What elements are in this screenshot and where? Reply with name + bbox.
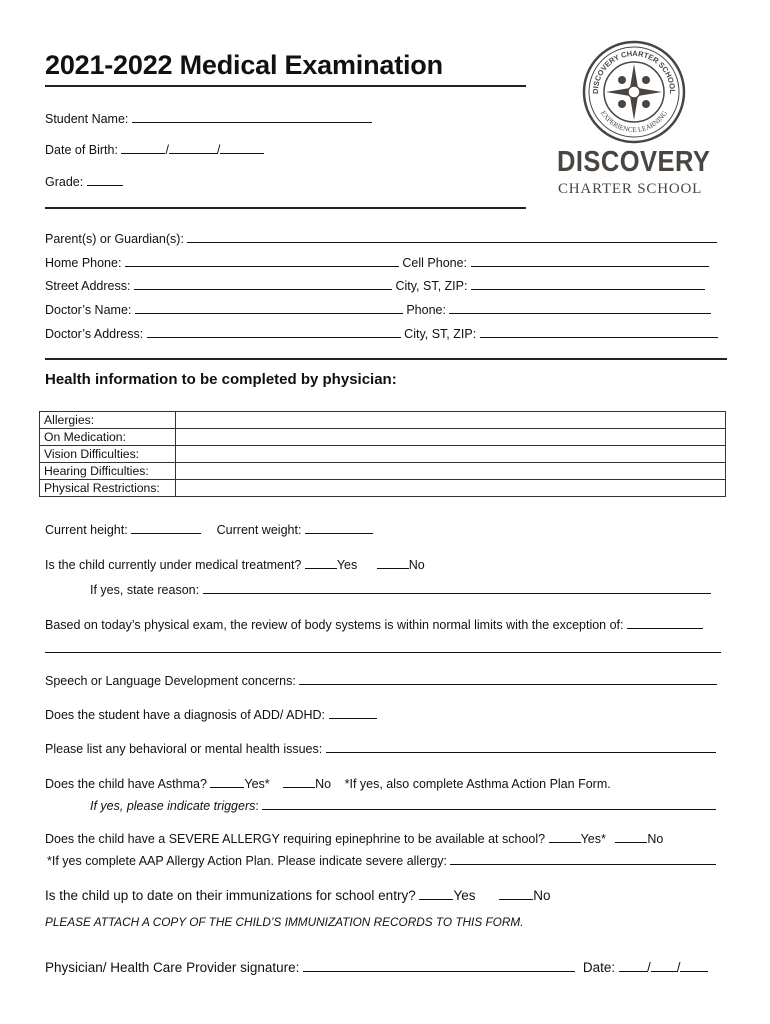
dob-label: Date of Birth: bbox=[45, 143, 118, 157]
triggers-field[interactable] bbox=[262, 797, 716, 810]
allergies-field[interactable] bbox=[176, 412, 726, 429]
exam-field-line2[interactable] bbox=[45, 652, 721, 653]
allergy-yes-label: Yes* bbox=[580, 832, 606, 846]
vision-field[interactable] bbox=[176, 446, 726, 463]
doctor-address-row bbox=[45, 325, 718, 341]
dob-year-field[interactable] bbox=[220, 141, 264, 154]
street-field[interactable] bbox=[134, 277, 392, 290]
adhd-label: Does the student have a diagnosis of ADD/ ADHD: bbox=[45, 708, 326, 722]
health-table bbox=[39, 411, 726, 497]
doctor-address-label: Doctor’s Address: bbox=[45, 327, 144, 341]
allergy-question: Does the child have a SEVERE ALLERGY requiring epinephrine to be available at school? bbox=[45, 832, 546, 846]
immunization-yes-label: Yes bbox=[453, 888, 476, 903]
signature-label: Physician/ Health Care Provider signature: bbox=[45, 960, 300, 975]
immunization-row bbox=[45, 887, 551, 903]
parents-field[interactable] bbox=[187, 230, 717, 243]
height-label: Current height: bbox=[45, 523, 128, 537]
table-row bbox=[40, 412, 726, 429]
street-row bbox=[45, 277, 705, 293]
treatment-row bbox=[45, 556, 425, 572]
date-separator: / bbox=[646, 960, 651, 975]
severe-allergy-field[interactable] bbox=[450, 852, 716, 865]
hearing-label: Hearing Difficulties: bbox=[40, 463, 176, 480]
sign-date-day-field[interactable] bbox=[651, 959, 677, 972]
allergy-row bbox=[45, 830, 663, 846]
treatment-question: Is the child currently under medical treatment? bbox=[45, 558, 302, 572]
allergy-yes-field[interactable] bbox=[549, 830, 581, 843]
adhd-row bbox=[45, 706, 377, 722]
immunization-question: Is the child up to date on their immunizations for school entry? bbox=[45, 888, 416, 903]
behavioral-label: Please list any behavioral or mental health issues: bbox=[45, 742, 323, 756]
grade-field[interactable] bbox=[87, 173, 123, 186]
doctor-city-label: City, ST, ZIP: bbox=[404, 327, 477, 341]
dob-separator: / bbox=[165, 143, 169, 157]
treatment-no-field[interactable] bbox=[377, 556, 409, 569]
doctor-city-field[interactable] bbox=[480, 325, 718, 338]
asthma-no-field[interactable] bbox=[283, 775, 315, 788]
vision-label: Vision Difficulties: bbox=[40, 446, 176, 463]
brand-subtitle: CHARTER SCHOOL bbox=[558, 181, 703, 197]
height-field[interactable] bbox=[131, 521, 201, 534]
sign-date-month-field[interactable] bbox=[619, 959, 647, 972]
adhd-field[interactable] bbox=[329, 706, 377, 719]
signature-row bbox=[45, 959, 708, 975]
treatment-yes-field[interactable] bbox=[305, 556, 337, 569]
school-seal-logo bbox=[582, 40, 686, 144]
allergies-label: Allergies: bbox=[40, 412, 176, 429]
state-reason-row bbox=[90, 581, 711, 597]
treatment-yes-label: Yes bbox=[336, 558, 358, 572]
asthma-no-label: No bbox=[315, 777, 332, 791]
doctor-phone-field[interactable] bbox=[449, 301, 711, 314]
title-divider bbox=[45, 85, 526, 87]
grade-row bbox=[45, 173, 123, 189]
asthma-yes-field[interactable] bbox=[210, 775, 244, 788]
home-phone-label: Home Phone: bbox=[45, 256, 122, 270]
allergy-note-row bbox=[47, 852, 716, 868]
doctor-name-label: Doctor’s Name: bbox=[45, 303, 132, 317]
state-reason-field[interactable] bbox=[203, 581, 711, 594]
exam-field[interactable] bbox=[627, 616, 703, 629]
doctor-name-field[interactable] bbox=[135, 301, 403, 314]
city-label: City, ST, ZIP: bbox=[395, 279, 468, 293]
allergy-no-field[interactable] bbox=[615, 830, 647, 843]
allergy-no-label: No bbox=[647, 832, 664, 846]
hearing-field[interactable] bbox=[176, 463, 726, 480]
dob-day-field[interactable] bbox=[169, 141, 217, 154]
doctor-address-field[interactable] bbox=[147, 325, 401, 338]
speech-field[interactable] bbox=[299, 672, 717, 685]
behavioral-field[interactable] bbox=[326, 740, 716, 753]
dob-row bbox=[45, 141, 264, 157]
asthma-yes-label: Yes* bbox=[244, 777, 270, 791]
speech-row bbox=[45, 672, 717, 688]
signature-field[interactable] bbox=[303, 959, 575, 972]
dob-separator: / bbox=[216, 143, 221, 157]
table-row bbox=[40, 446, 726, 463]
height-weight-row bbox=[45, 521, 373, 537]
doctor-name-row bbox=[45, 301, 711, 317]
student-name-field[interactable] bbox=[132, 110, 372, 123]
table-row bbox=[40, 463, 726, 480]
dob-month-field[interactable] bbox=[121, 141, 165, 154]
city-field[interactable] bbox=[471, 277, 705, 290]
state-reason-label: If yes, state reason: bbox=[90, 583, 200, 597]
asthma-note: *If yes, also complete Asthma Action Plan Form. bbox=[344, 777, 611, 791]
weight-field[interactable] bbox=[305, 521, 373, 534]
grade-label: Grade: bbox=[45, 175, 84, 189]
home-phone-row bbox=[45, 254, 709, 270]
weight-label: Current weight: bbox=[216, 523, 302, 537]
section-title: Health information to be completed by physician: bbox=[45, 371, 397, 388]
speech-label: Speech or Language Development concerns: bbox=[45, 674, 296, 688]
allergy-note: *If yes complete AAP Allergy Action Plan. Please indicate severe allergy: bbox=[47, 854, 447, 868]
asthma-question: Does the child have Asthma? bbox=[45, 777, 207, 791]
section-divider bbox=[45, 358, 727, 360]
table-row bbox=[40, 480, 726, 497]
table-row bbox=[40, 429, 726, 446]
medication-field[interactable] bbox=[176, 429, 726, 446]
home-phone-field[interactable] bbox=[125, 254, 399, 267]
restrictions-label: Physical Restrictions: bbox=[40, 480, 176, 497]
triggers-colon: : bbox=[255, 799, 259, 813]
cell-phone-label: Cell Phone: bbox=[402, 256, 468, 270]
exam-row bbox=[45, 616, 703, 632]
form-title: 2021-2022 Medical Examination bbox=[45, 50, 443, 80]
parents-label: Parent(s) or Guardian(s): bbox=[45, 232, 184, 246]
sign-date-year-field[interactable] bbox=[680, 959, 708, 972]
cell-phone-field[interactable] bbox=[471, 254, 709, 267]
immunization-no-field[interactable] bbox=[499, 887, 533, 900]
immunization-yes-field[interactable] bbox=[419, 887, 453, 900]
seal-ring-bottom-text: EXPERIENCE LEARNING bbox=[599, 109, 669, 135]
triggers-label: If yes, please indicate triggers bbox=[90, 799, 256, 813]
student-name-label: Student Name: bbox=[45, 112, 129, 126]
treatment-no-label: No bbox=[408, 558, 425, 572]
seal-ring-top-text: DISCOVERY CHARTER SCHOOL bbox=[590, 48, 678, 95]
medication-label: On Medication: bbox=[40, 429, 176, 446]
asthma-row bbox=[45, 775, 611, 791]
restrictions-field[interactable] bbox=[176, 480, 726, 497]
immunization-no-label: No bbox=[533, 888, 551, 903]
compass-seal-icon bbox=[582, 40, 686, 144]
brand-name: DISCOVERY bbox=[557, 146, 711, 178]
parents-row bbox=[45, 230, 717, 246]
doctor-phone-label: Phone: bbox=[406, 303, 446, 317]
behavioral-row bbox=[45, 740, 716, 756]
attach-note: PLEASE ATTACH A COPY OF THE CHILD’S IMMUNIZATION RECORDS TO THIS FORM. bbox=[45, 915, 524, 929]
date-separator: / bbox=[676, 960, 681, 975]
date-label: Date: bbox=[582, 960, 616, 975]
street-label: Street Address: bbox=[45, 279, 131, 293]
header-divider bbox=[45, 207, 526, 209]
exam-text: Based on today’s physical exam, the review of body systems is within normal limits with the exception of: bbox=[45, 618, 624, 632]
triggers-row bbox=[90, 797, 716, 813]
student-name-row bbox=[45, 110, 372, 126]
